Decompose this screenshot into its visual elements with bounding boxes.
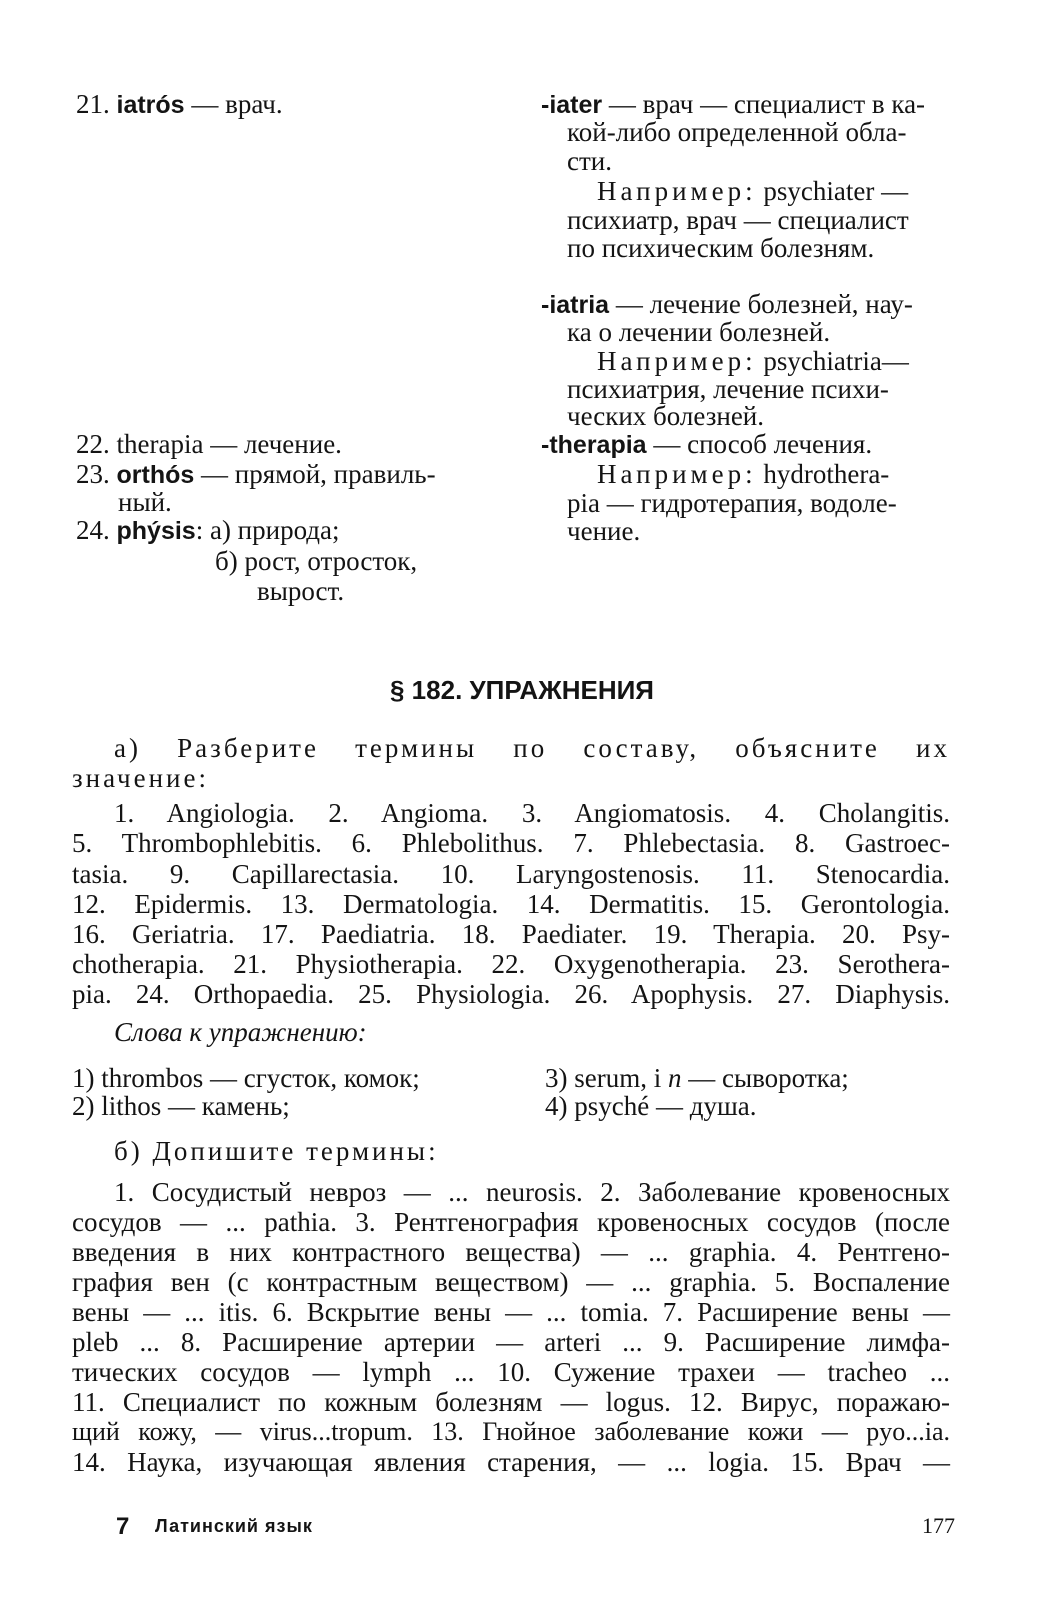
exercise-a-instruction-cont: значение: [72,763,209,793]
words-label: Слова к упражнению: [114,1017,367,1047]
exercise-b-line: pleb ... 8. Расширение артерии — arteri ... 9. Расширение лимфа- [72,1327,950,1357]
suffix-therapia-example-line2: pia — гидротерапия, водоле- [567,488,897,518]
word-item-3: 3) serum, i n — сыворотка; [545,1063,849,1093]
exercise-b-line: графия вен (с контрастным веществом) — ... graphia. 5. Воспаление [72,1267,950,1297]
vocab-entry-24: 24. phýsis: а) природа; [76,515,340,545]
section-heading: § 182. УПРАЖНЕНИЯ [390,675,654,705]
suffix-iatria-example: Например: psychiatria— [597,346,909,376]
suffix-iater-line3: сти. [567,146,612,176]
word-item-4: 4) psyché — душа. [545,1091,757,1121]
vocab-entry-23-cont: ный. [118,487,172,517]
exercise-a-line: chotherapia. 21. Physiotherapia. 22. Oxygenotherapia. 23. Serothera- [72,949,950,979]
word-item-1: 1) thrombos — сгусток, комок; [72,1063,420,1093]
vocab-term: orthós [116,461,195,489]
suffix-iater-example: Например: psychiater — [597,176,909,206]
vocab-term: iatrós [116,91,185,119]
suffix-therapia-example-line3: чение. [567,516,641,546]
exercise-a-line: 1. Angiologia. 2. Angioma. 3. Angiomatosis. 4. Cholangitis. [114,798,950,828]
word-item-2: 2) lithos — камень; [72,1091,290,1121]
exercise-b-line: щий кожу, — virus...tropum. 13. Гнойное заболевание кожи — pyo...ia. [72,1417,950,1446]
suffix-iatria: -iatria — лечение болезней, нау- [541,289,913,319]
example-label: Например: [597,459,757,489]
suffix-iatria-example-line2: психиатрия, лечение психи- [567,374,889,404]
exercise-b-instruction: б) Допишите термины: [114,1136,439,1166]
exercise-a-line: pia. 24. Orthopaedia. 25. Physiologia. 26. Apophysis. 27. Diaphysis. [72,979,950,1009]
exercise-a-instruction: а) Разберите термины по составу, объясните их [114,733,950,763]
vocab-entry-22: 22. therapia — лечение. [76,429,342,459]
exercise-b-line: 1. Сосудистый невроз — ... neurosis. 2. Заболевание кровеносных [114,1177,950,1207]
suffix-iater-line2: кой-либо определенной обла- [567,117,907,147]
suffix-iater-example-line3: по психическим болезням. [567,233,875,263]
suffix-term: -therapia [541,431,647,459]
suffix-therapia-example: Например: hydrothera- [597,459,890,489]
suffix-iater-example-line2: психиатр, врач — специалист [567,205,909,235]
vocab-term: phýsis [116,517,196,545]
signature-mark: 7 [116,1513,130,1540]
exercise-a-line: 16. Geriatria. 17. Paediatria. 18. Paediater. 19. Therapia. 20. Psy- [72,919,950,949]
example-label: Например: [597,176,757,206]
suffix-therapia: -therapia — способ лечения. [541,429,873,459]
suffix-term: -iatria [541,291,610,319]
example-label: Например: [597,346,757,376]
exercise-a-line: tasia. 9. Capillarectasia. 10. Laryngostenosis. 11. Stenocardia. [72,859,950,889]
page-number: 177 [922,1513,955,1538]
vocab-entry-24-b: б) рост, отросток, [215,546,418,576]
exercise-a-line: 5. Thrombophlebitis. 6. Phlebolithus. 7. Phlebectasia. 8. Gastroec- [72,828,950,858]
vocab-entry-21: 21. iatrós — врач. [76,89,283,119]
exercise-b-line: 11. Специалист по кожным болезням — logus. 12. Вирус, поражаю- [72,1387,950,1417]
exercise-b-line: тических сосудов — lymph ... 10. Сужение трахеи — tracheo ... [72,1357,950,1387]
exercise-b-line: сосудов — ... pathia. 3. Рентгенография кровеносных сосудов (после [72,1207,950,1237]
exercise-b-line: 14. Наука, изучающая явления старения, — ... logia. 15. Врач — [72,1447,950,1477]
suffix-term: -iater [541,91,603,119]
suffix-iatria-example-line3: ческих болезней. [567,401,765,431]
suffix-iatria-line2: ка о лечении болезней. [567,317,831,347]
exercise-b-line: введения в них контрастного вещества) — ... graphia. 4. Рентгено- [72,1237,950,1267]
exercise-b-line: вены — ... itis. 6. Вскрытие вены — ... tomia. 7. Расширение вены — [72,1297,950,1327]
suffix-iater: -iater — врач — специалист в ка- [541,89,926,119]
vocab-entry-23: 23. orthós — прямой, правиль- [76,459,436,489]
footer-title: Латинский язык [155,1516,313,1536]
exercise-a-line: 12. Epidermis. 13. Dermatologia. 14. Dermatitis. 15. Gerontologia. [72,889,950,919]
vocab-entry-24-b-cont: вырост. [257,576,345,606]
